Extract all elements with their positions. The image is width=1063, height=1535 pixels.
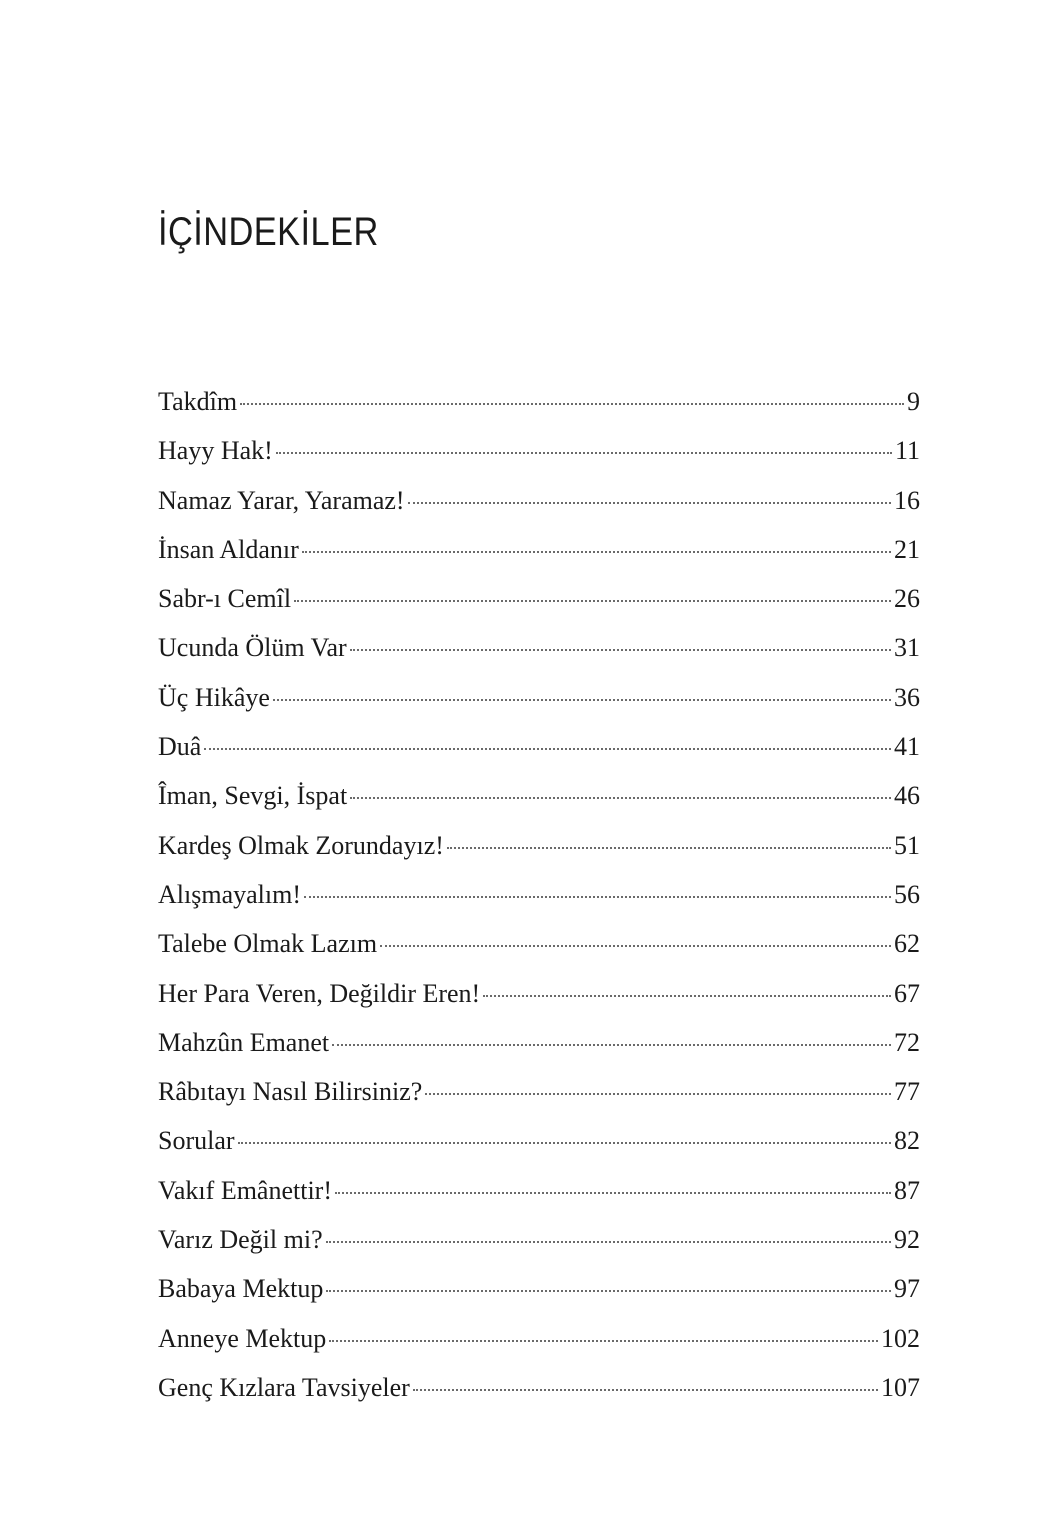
toc-entry-page-number: 51 — [894, 830, 920, 860]
toc-entry-page-number: 67 — [894, 978, 920, 1008]
dot-leader — [350, 797, 891, 799]
toc-entry-page-number: 107 — [881, 1372, 920, 1402]
toc-entry-page-number: 9 — [907, 387, 920, 416]
toc-entry-title: Mahzûn Emanet — [158, 1027, 330, 1057]
toc-entry-page-number: 21 — [894, 534, 920, 564]
toc-entry-page-number: 31 — [894, 633, 920, 663]
dot-leader — [413, 1389, 878, 1391]
toc-entry[interactable] — [158, 628, 920, 677]
toc-entry[interactable] — [158, 776, 920, 825]
toc-entry-title: Her Para Veren, Değildir Eren! — [158, 978, 481, 1008]
dot-leader — [350, 649, 891, 651]
toc-entry-title: Üç Hikâye — [158, 682, 270, 712]
toc-entry-page-number: 82 — [894, 1126, 920, 1156]
dot-leader — [326, 1241, 891, 1243]
toc-entry-page-number: 41 — [894, 732, 920, 762]
toc-entry[interactable] — [158, 1072, 920, 1121]
toc-entry-title: Anneye Mektup — [158, 1323, 327, 1353]
toc-entry-title: Duâ — [158, 732, 202, 762]
toc-entry[interactable] — [158, 974, 920, 1023]
toc-entry-page-number: 87 — [894, 1175, 920, 1205]
toc-entry-page-number: 72 — [894, 1027, 920, 1057]
toc-entry[interactable] — [158, 1171, 920, 1220]
toc-entry-title: Namaz Yarar, Yaramaz! — [158, 485, 405, 515]
toc-entry-page-number: 77 — [894, 1077, 920, 1107]
toc-entry[interactable] — [158, 530, 920, 579]
toc-entry-page-number: 46 — [894, 781, 920, 811]
toc-entry[interactable] — [158, 1319, 920, 1368]
toc-entry-page-number: 26 — [894, 584, 920, 614]
dot-leader — [302, 551, 891, 553]
toc-entry[interactable] — [158, 579, 920, 628]
toc-entry-title: Kardeş Olmak Zorundayız! — [158, 830, 444, 860]
toc-entry-page-number: 92 — [894, 1225, 920, 1255]
toc-entry-page-number: 62 — [894, 929, 920, 959]
toc-entry-page-number: 56 — [894, 879, 920, 909]
toc-entry[interactable] — [158, 1269, 920, 1318]
toc-entry-page-number: 11 — [894, 436, 920, 466]
toc-entry-title: Takdîm — [158, 387, 238, 416]
toc-entry-title: Sabr-ı Cemîl — [158, 584, 292, 614]
toc-entry-page-number: 97 — [894, 1274, 920, 1304]
toc-entry-title: Vakıf Emânettir! — [158, 1175, 332, 1205]
toc-entry-title: Alışmayalım! — [158, 879, 301, 909]
toc-entry-title: Talebe Olmak Lazım — [158, 929, 378, 959]
toc-entry[interactable] — [158, 1368, 920, 1417]
dot-leader — [335, 1192, 891, 1194]
toc-entry[interactable] — [158, 481, 920, 530]
toc-entry[interactable] — [158, 826, 920, 875]
toc-entry-title: Genç Kızlara Tavsiyeler — [158, 1372, 410, 1402]
dot-leader — [304, 896, 891, 898]
toc-entry[interactable] — [158, 1121, 920, 1170]
toc-entry[interactable] — [158, 924, 920, 973]
toc-entry-title: Varız Değil mi? — [158, 1225, 323, 1255]
toc-entry-page-number: 16 — [894, 485, 920, 515]
toc-entry-title: Ucunda Ölüm Var — [158, 633, 347, 663]
dot-leader — [240, 403, 904, 405]
toc-entry[interactable] — [158, 678, 920, 727]
dot-leader — [326, 1290, 891, 1292]
toc-entry-title: Babaya Mektup — [158, 1274, 324, 1304]
dot-leader — [408, 502, 891, 504]
dot-leader — [329, 1340, 878, 1342]
toc-entry[interactable] — [158, 875, 920, 924]
dot-leader — [332, 1044, 891, 1046]
toc-entry-title: Sorular — [158, 1126, 235, 1156]
dot-leader — [294, 600, 891, 602]
toc-entry-title: Râbıtayı Nasıl Bilirsiniz? — [158, 1077, 423, 1107]
dot-leader — [447, 847, 891, 849]
dot-leader — [380, 945, 891, 947]
dot-leader — [483, 995, 891, 997]
dot-leader — [276, 452, 892, 454]
toc-entry-page-number: 36 — [894, 682, 920, 712]
dot-leader — [238, 1142, 891, 1144]
toc-entry[interactable] — [158, 1023, 920, 1072]
toc-entry[interactable] — [158, 1220, 920, 1269]
toc-entry-title: Îman, Sevgi, İspat — [158, 781, 348, 811]
dot-leader — [204, 748, 891, 750]
toc-entry-title: Hayy Hak! — [158, 436, 273, 466]
toc-entry[interactable] — [158, 382, 920, 431]
toc-entry[interactable] — [158, 727, 920, 776]
table-of-contents — [158, 382, 920, 1417]
toc-entry[interactable] — [158, 431, 920, 480]
toc-entry-page-number: 102 — [881, 1323, 920, 1353]
toc-entry-title: İnsan Aldanır — [158, 534, 299, 564]
dot-leader — [425, 1093, 891, 1095]
dot-leader — [273, 699, 891, 701]
page-title: İÇİNDEKİLER — [158, 210, 379, 254]
